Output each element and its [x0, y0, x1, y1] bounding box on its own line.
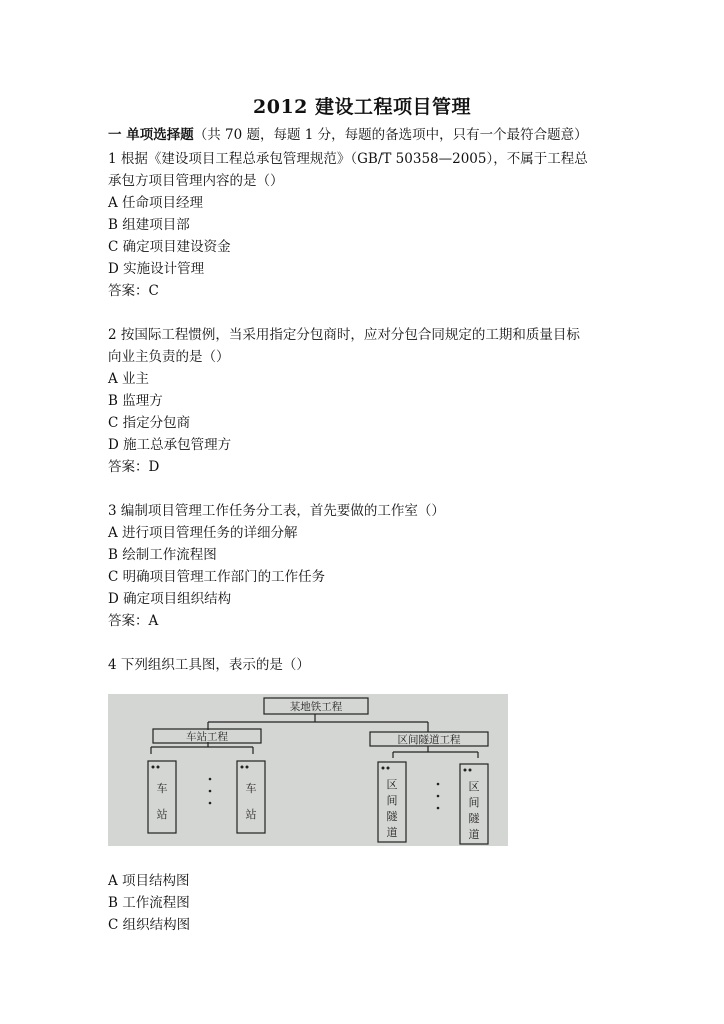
leaf-station-1-box — [148, 761, 176, 833]
q1-option-c: C 确定项目建设资金 — [108, 239, 231, 255]
q4-text-line1: 4 下列组织工具图，表示的是（） — [108, 657, 310, 673]
leaf-station-1-label: 车站 — [156, 782, 168, 821]
root-node-label: 某地铁工程 — [289, 701, 343, 713]
q2-answer: 答案：D — [108, 459, 160, 475]
q3-option-b: B 绘制工作流程图 — [108, 547, 217, 563]
q3-option-d: D 确定项目组织结构 — [108, 591, 232, 607]
leaf-station-2-box — [237, 761, 265, 833]
q1-text-line2: 承包方项目管理内容的是（） — [108, 173, 284, 189]
q3-answer: 答案：A — [108, 613, 159, 629]
leaf-tunnel-2-label: 区间隧道 — [468, 780, 480, 841]
section-header — [108, 126, 588, 144]
leaf-station-2-label: 车站 — [245, 782, 257, 821]
q1-answer: 答案：C — [108, 283, 159, 299]
q2-text-line1: 2 按国际工程惯例，当采用指定分包商时，应对分包合同规定的工期和质量目标 — [108, 327, 580, 343]
document-title: 2012 建设工程项目管理 — [253, 96, 471, 118]
section-heading: 一 单项选择题 — [108, 127, 194, 143]
q1-option-b: B 组建项目部 — [108, 217, 190, 233]
project-structure-figure — [108, 694, 508, 846]
q3-text-line1: 3 编制项目管理工作任务分工表，首先要做的工作室（） — [108, 503, 445, 519]
q3-option-a: A 进行项目管理任务的详细分解 — [108, 525, 298, 541]
q1-text-line1: 1 根据《建设项目工程总承包管理规范》（GB/T 50358—2005），不属于工程总 — [108, 151, 588, 167]
q4-option-c: C 组织结构图 — [108, 917, 191, 933]
q2-text-line2: 向业主负责的是（） — [108, 349, 230, 365]
left-branch-label: 车站工程 — [186, 731, 228, 743]
q2-option-c: C 指定分包商 — [108, 415, 191, 431]
q1-option-d: D 实施设计管理 — [108, 261, 205, 277]
q3-option-c: C 明确项目管理工作部门的工作任务 — [108, 569, 326, 585]
q1-option-a: A 任命项目经理 — [108, 195, 204, 211]
q2-option-b: B 监理方 — [108, 393, 163, 409]
section-note: （共 70 题，每题 1 分，每题的备选项中，只有一个最符合题意） — [193, 127, 588, 143]
leaf-tunnel-1-label: 区间隧道 — [386, 778, 398, 839]
q4-option-b: B 工作流程图 — [108, 895, 190, 911]
q2-option-d: D 施工总承包管理方 — [108, 437, 232, 453]
q2-option-a: A 业主 — [108, 371, 150, 387]
right-branch-label: 区间隧道工程 — [397, 734, 461, 746]
q4-option-a: A 项目结构图 — [108, 873, 190, 889]
